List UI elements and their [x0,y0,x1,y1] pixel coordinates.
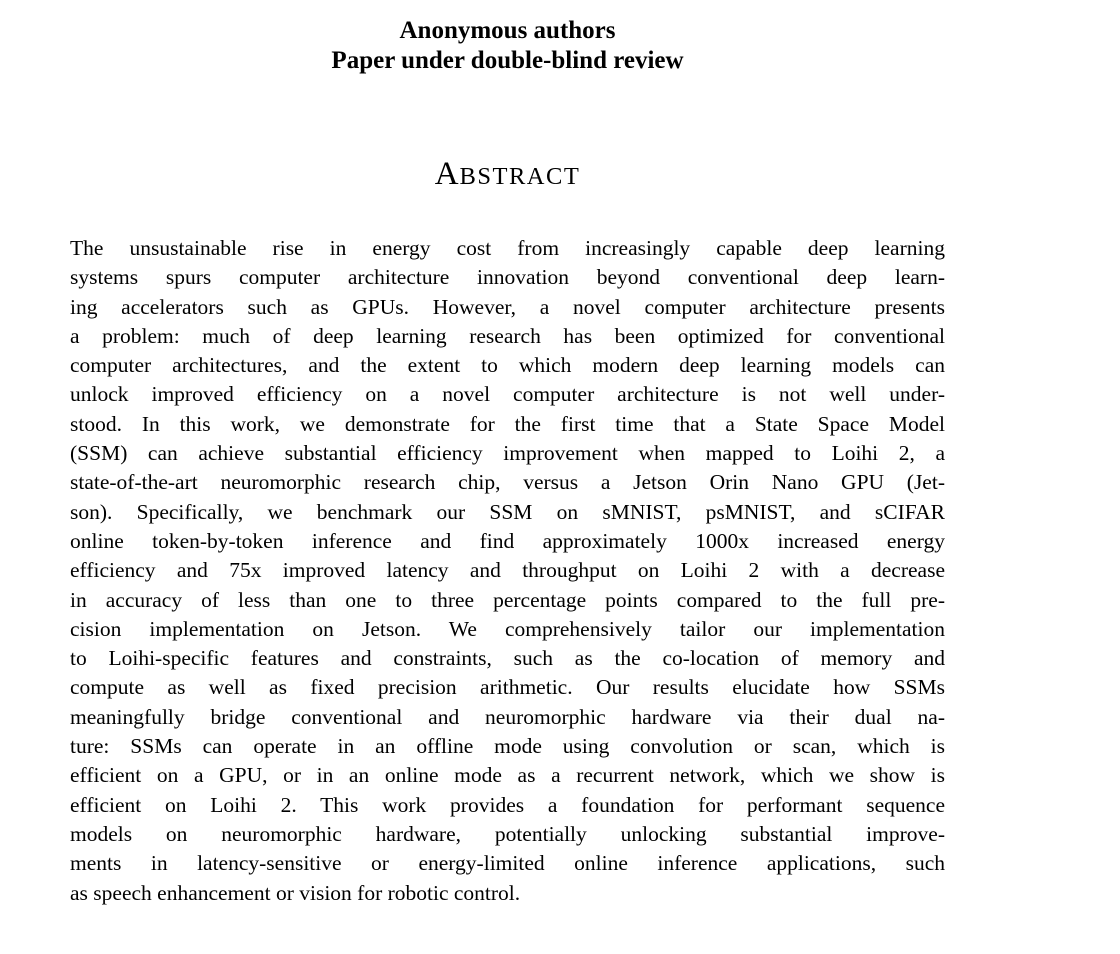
authors-line: Anonymous authors [399,17,616,44]
abstract-line: ture: SSMs can operate in an offline mode using convolution or scan, which is [70,734,945,759]
abstract-line: efficiency and 75x improved latency and throughput on Loihi 2 with a decrease [70,558,945,583]
abstract-line: in accuracy of less than one to three percentage points compared to the full pre- [70,587,945,612]
abstract-line: systems spurs computer architecture innovation beyond conventional deep learn- [70,265,945,290]
abstract-line: (SSM) can achieve substantial efficiency improvement when mapped to Loihi 2, a [70,441,945,466]
abstract-line: models on neuromorphic hardware, potentially unlocking substantial improve- [70,821,945,846]
abstract-line: stood. In this work, we demonstrate for the first time that a State Space Model [70,411,945,436]
abstract-line: to Loihi-specific features and constraints, such as the co-location of memory and [70,646,945,671]
abstract-line: unlock improved efficiency on a novel computer architecture is not well under- [70,382,945,407]
abstract-line: ments in latency-sensitive or energy-limited online inference applications, such [70,851,945,876]
abstract-line: meaningfully bridge conventional and neuromorphic hardware via their dual na- [70,704,945,729]
abstract-text [70,234,945,908]
abstract-line: son). Specifically, we benchmark our SSM on sMNIST, psMNIST, and sCIFAR [70,499,945,524]
review-status-line: Paper under double-blind review [331,47,684,74]
abstract-line: computer architectures, and the extent to which modern deep learning models can [70,353,945,378]
author-block [70,16,945,76]
abstract-line: compute as well as fixed precision arithmetic. Our results elucidate how SSMs [70,675,945,700]
abstract-line: ing accelerators such as GPUs. However, a novel computer architecture presents [70,294,945,319]
abstract-line: a problem: much of deep learning research has been optimized for conventional [70,323,945,348]
abstract-line: state-of-the-art neuromorphic research chip, versus a Jetson Orin Nano GPU (Jet- [70,470,945,495]
abstract-heading [70,156,945,193]
abstract-line: online token-by-token inference and find approximately 1000x increased energy [70,528,945,553]
abstract-heading-initial: A [434,156,460,192]
abstract-line: The unsustainable rise in energy cost from increasingly capable deep learning [70,236,945,260]
abstract-line: efficient on Loihi 2. This work provides a foundation for performant sequence [70,792,945,817]
abstract-line: cision implementation on Jetson. We comprehensively tailor our implementation [70,616,945,641]
abstract-heading-rest: BSTRACT [459,163,581,190]
abstract-line: efficient on a GPU, or in an online mode as a recurrent network, which we show is [70,763,945,788]
abstract-line: as speech enhancement or vision for robotic control. [70,880,521,905]
